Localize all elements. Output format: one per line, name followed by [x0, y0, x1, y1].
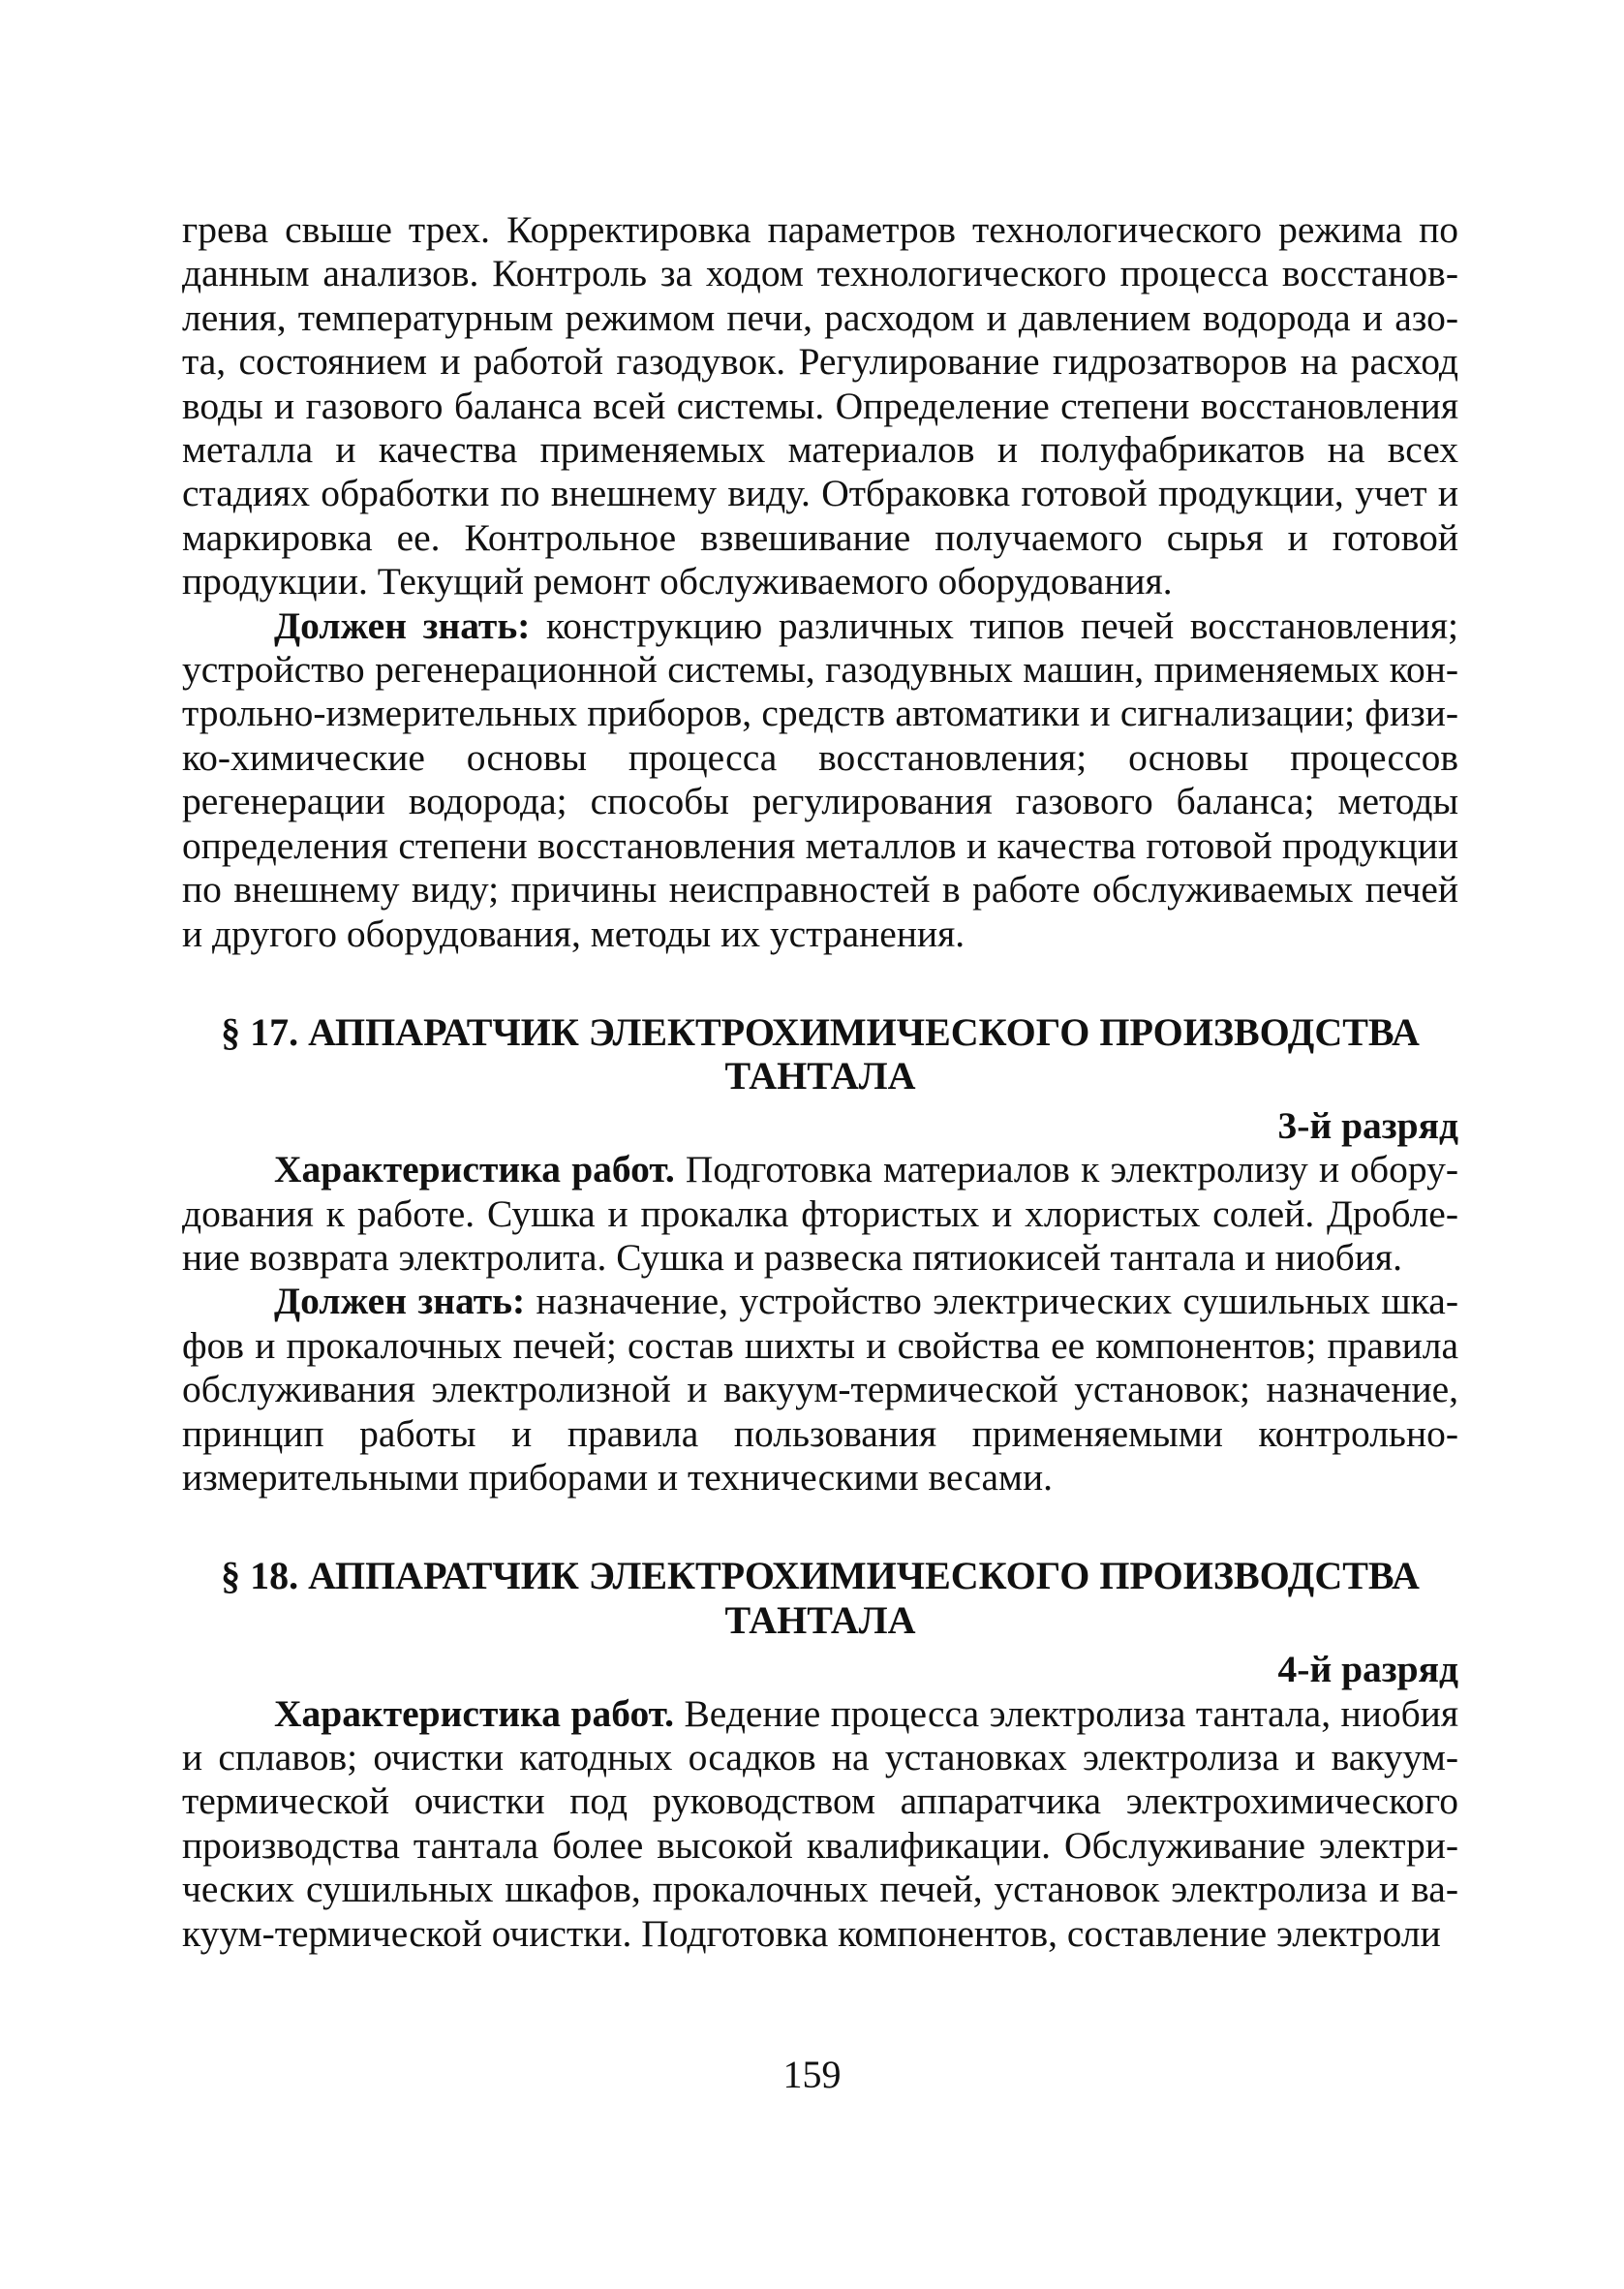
- page-number: 159: [782, 2053, 842, 2096]
- document-page: [182, 208, 1458, 1956]
- knowledge-label: Должен знать:: [274, 1280, 526, 1323]
- knowledge-text: назначение, устройство электрических сушильных шкафов и прокалочных печей; состав шихты и свойства ее компонентов; правила обслуживания электролизной и вакуум-термической установок; назначение, принцип работы и правила пользования применяемыми контрольно-измерительными приборами и техническими весами.: [182, 1280, 1458, 1499]
- work-label: Характеристика работ.: [274, 1148, 675, 1191]
- section-17-grade: 3-й разряд: [1277, 1103, 1458, 1147]
- intro-knowledge-paragraph: [182, 604, 1458, 956]
- section-18-title-line1: § 18. АППАРАТЧИК ЭЛЕКТРОХИМИЧЕСКОГО ПРОИЗВОДСТВА: [221, 1554, 1420, 1598]
- section-18-title-line2: ТАНТАЛА: [724, 1597, 916, 1642]
- work-text: Подготовка материалов к электролизу и оборудования к работе. Сушка и прокалка фтористых и хлористых солей. Дробление возврата электролита. Сушка и развеска пятиокисей тантала и ниобия.: [182, 1148, 1458, 1279]
- section-17-knowledge-paragraph: [182, 1280, 1458, 1500]
- section-17-work-paragraph: [182, 1148, 1458, 1280]
- knowledge-label: Должен знать:: [274, 603, 531, 647]
- section-18-grade: 4-й разряд: [1277, 1648, 1458, 1691]
- section-17-heading: [182, 1010, 1458, 1098]
- work-text: Ведение процесса электролиза тантала, ниобия и сплавов; очистки катодных осадков на установках электролиза и вакуум-термической очистки под руководством аппаратчика электрохимического производства тантала более высокой квалификации. Обслуживание электрических сушильных шкафов, прокалочных печей, установок электролиза и вакуум-термической очистки. Подготовка компонентов, составление электроли: [182, 1691, 1458, 1955]
- section-17-title-line1: § 17. АППАРАТЧИК ЭЛЕКТРОХИМИЧЕСКОГО ПРОИЗВОДСТВА: [221, 1009, 1420, 1054]
- section-17-title-line2: ТАНТАЛА: [724, 1054, 916, 1098]
- work-label: Характеристика работ.: [274, 1691, 674, 1735]
- section-18-work-paragraph: [182, 1692, 1458, 1956]
- intro-paragraph: грева свыше трех. Корректировка параметров технологического режима по данным анализов. Контроль за ходом технологического процесса восстановления, температурным режимом печи, расходом и давлением водорода и азота, состоянием и работой газодувок. Регулирование гидрозатворов на расход воды и газового баланса всей системы. Определение степени восстановления металла и качества применяемых материалов и полуфабрикатов на всех стадиях обработки по внешнему виду. Отбраковка готовой продукции, учет и маркировка ее. Контрольное взвешивание получаемого сырья и готовой продукции. Текущий ремонт обслуживаемого оборудования.: [182, 208, 1458, 603]
- section-18-heading: [182, 1554, 1458, 1642]
- knowledge-text: конструкцию различных типов печей восстановления; устройство регенерационной системы, газодувных машин, применяемых контрольно-измерительных приборов, средств автоматики и сигнализации; физико-химические основы процесса восстановления; основы процессов регенерации водорода; способы регулирования газового баланса; методы определения степени восстановления металлов и качества готовой продукции по внешнему виду; причины неисправностей в работе обслуживаемых печей и другого оборудования, методы их устранения.: [182, 603, 1458, 955]
